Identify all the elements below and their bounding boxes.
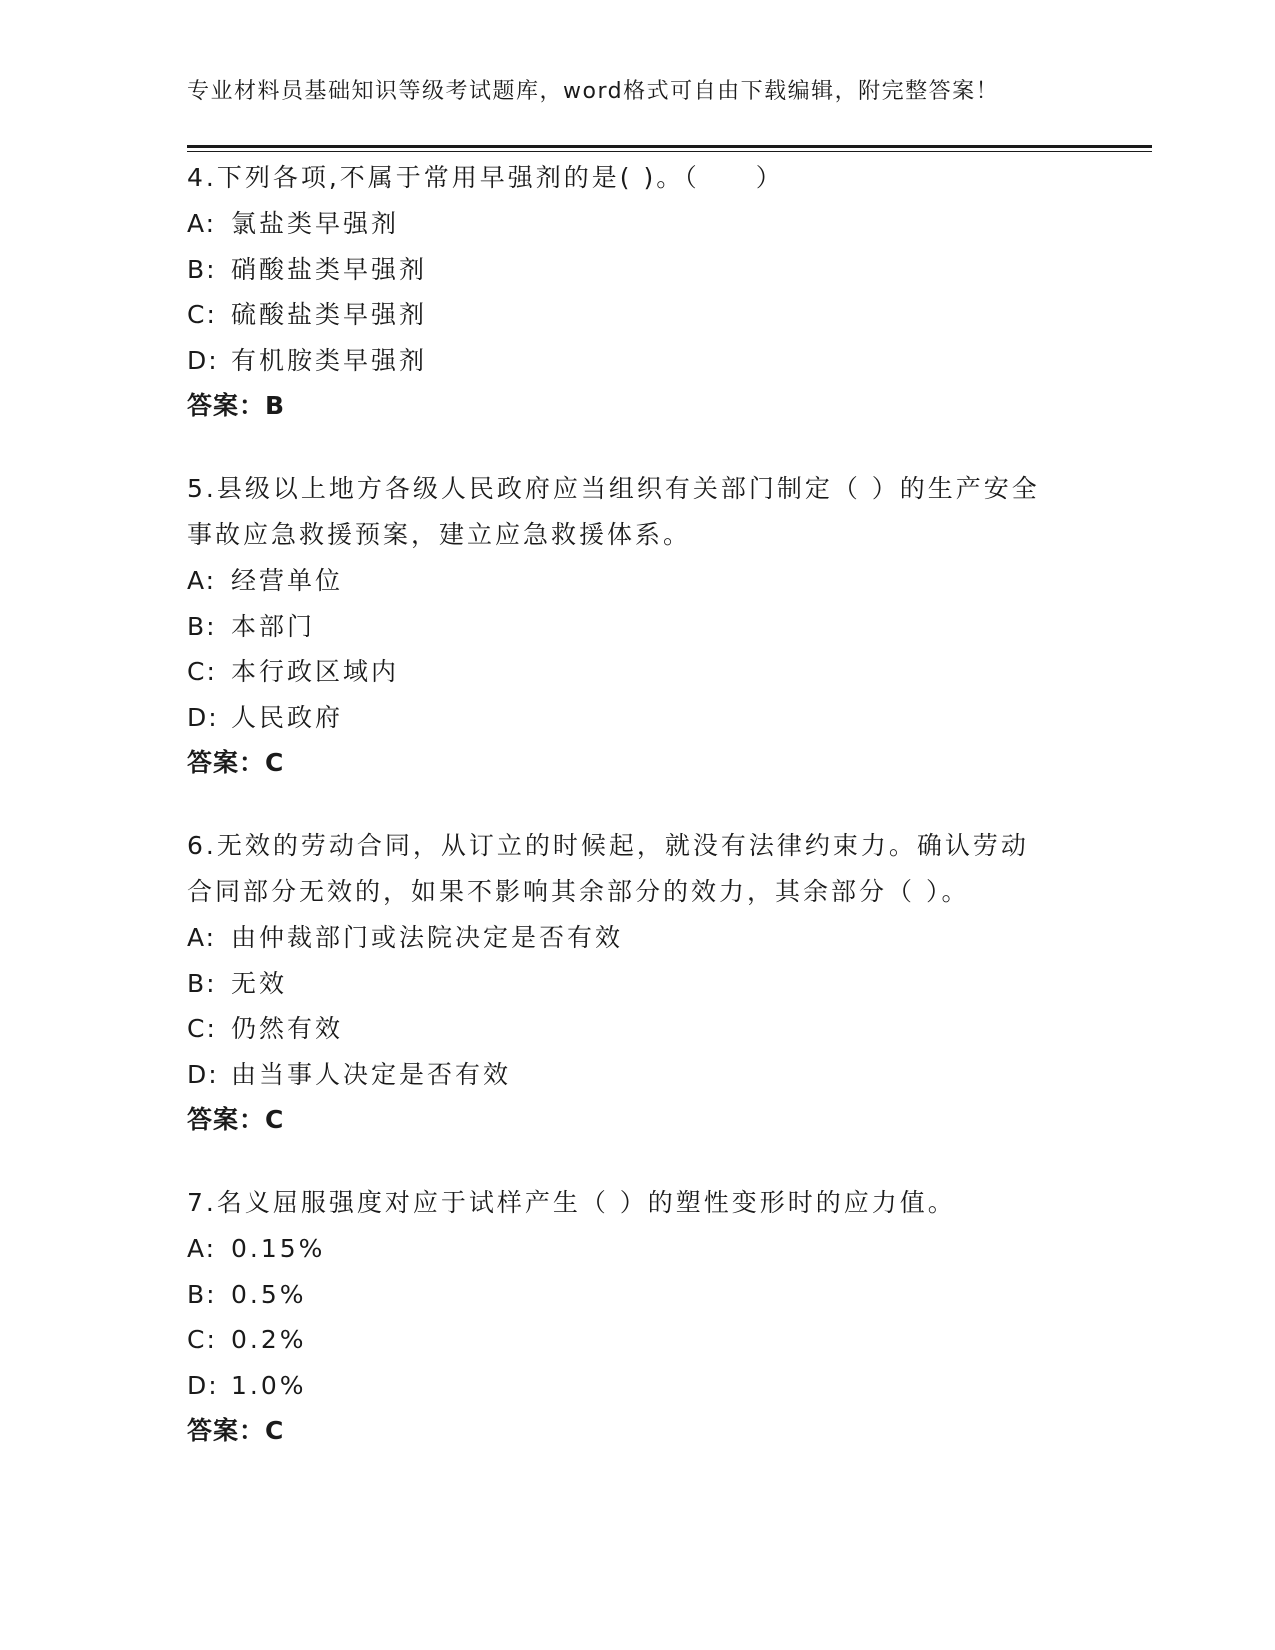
question-list <box>187 155 1107 1491</box>
page-header: 专业材料员基础知识等级考试题库，word格式可自由下载编辑，附完整答案！ <box>187 79 1000 104</box>
option-b <box>187 247 1107 293</box>
question-text: 7.名义屈服强度对应于试样产生（ ）的塑性变形时的应力值。 <box>187 1188 956 1217</box>
option-letter: B: <box>187 611 217 641</box>
question-text: 事故应急救援预案，建立应急救援体系。 <box>187 520 692 549</box>
option-text: 0.2% <box>231 1325 307 1354</box>
option-d <box>187 1363 1107 1409</box>
option-letter: C: <box>187 1325 217 1354</box>
option-text: 无效 <box>231 968 288 998</box>
answer-line <box>187 383 1107 428</box>
option-letter: D: <box>187 1370 219 1400</box>
option-text: 氯盐类早强剂 <box>231 209 400 238</box>
option-d <box>187 695 1107 741</box>
option-letter: A: <box>187 209 217 238</box>
option-a <box>187 915 1107 961</box>
answer-value: C <box>265 1105 284 1134</box>
option-c <box>187 649 1107 695</box>
answer-label: 答案： <box>187 748 266 777</box>
option-text: 有机胺类早强剂 <box>231 345 428 375</box>
option-text: 本行政区域内 <box>231 657 400 686</box>
question-block <box>187 1180 1107 1453</box>
option-b <box>187 604 1107 650</box>
option-text: 硝酸盐类早强剂 <box>231 254 428 284</box>
question-block <box>187 155 1107 428</box>
option-a <box>187 558 1107 604</box>
option-text: 0.15% <box>231 1234 326 1263</box>
answer-line <box>187 740 1107 785</box>
option-text: 0.5% <box>231 1279 307 1309</box>
option-letter: B: <box>187 254 217 284</box>
answer-label: 答案： <box>187 391 266 420</box>
option-text: 人民政府 <box>231 702 344 732</box>
option-letter: D: <box>187 345 219 375</box>
option-b <box>187 1272 1107 1318</box>
answer-line <box>187 1097 1107 1142</box>
question-text: 合同部分无效的，如果不影响其余部分的效力，其余部分（ ）。 <box>187 877 970 906</box>
option-text: 由仲裁部门或法院决定是否有效 <box>231 923 624 952</box>
option-letter: D: <box>187 1059 219 1089</box>
option-c <box>187 1006 1107 1052</box>
question-block <box>187 466 1107 785</box>
option-letter: A: <box>187 923 217 952</box>
option-text: 硫酸盐类早强剂 <box>231 300 428 329</box>
option-text: 1.0% <box>231 1370 307 1400</box>
option-letter: D: <box>187 702 219 732</box>
option-letter: B: <box>187 1279 217 1309</box>
option-letter: B: <box>187 968 217 998</box>
option-a <box>187 1226 1107 1272</box>
option-letter: A: <box>187 566 217 595</box>
header-rule-thick <box>187 145 1152 148</box>
option-d <box>187 338 1107 384</box>
header-rule-thin <box>187 151 1152 152</box>
option-c <box>187 292 1107 338</box>
answer-value: B <box>265 391 285 420</box>
option-text: 仍然有效 <box>231 1014 344 1043</box>
question-block <box>187 823 1107 1142</box>
option-letter: C: <box>187 657 217 686</box>
answer-label: 答案： <box>187 1105 266 1134</box>
answer-line <box>187 1408 1107 1453</box>
question-text: 4.下列各项,不属于常用早强剂的是( )。（ ） <box>187 163 784 192</box>
option-a <box>187 201 1107 247</box>
question-text: 5.县级以上地方各级人民政府应当组织有关部门制定（ ）的生产安全 <box>187 474 1040 503</box>
option-text: 经营单位 <box>231 566 344 595</box>
answer-value: C <box>265 1416 284 1445</box>
option-d <box>187 1052 1107 1098</box>
option-text: 由当事人决定是否有效 <box>231 1059 512 1089</box>
option-text: 本部门 <box>231 611 316 641</box>
option-letter: A: <box>187 1234 217 1263</box>
option-letter: C: <box>187 1014 217 1043</box>
option-b <box>187 961 1107 1007</box>
answer-value: C <box>265 748 284 777</box>
option-c <box>187 1317 1107 1363</box>
answer-label: 答案： <box>187 1416 266 1445</box>
option-letter: C: <box>187 300 217 329</box>
question-text: 6.无效的劳动合同，从订立的时候起，就没有法律约束力。确认劳动 <box>187 831 1029 860</box>
